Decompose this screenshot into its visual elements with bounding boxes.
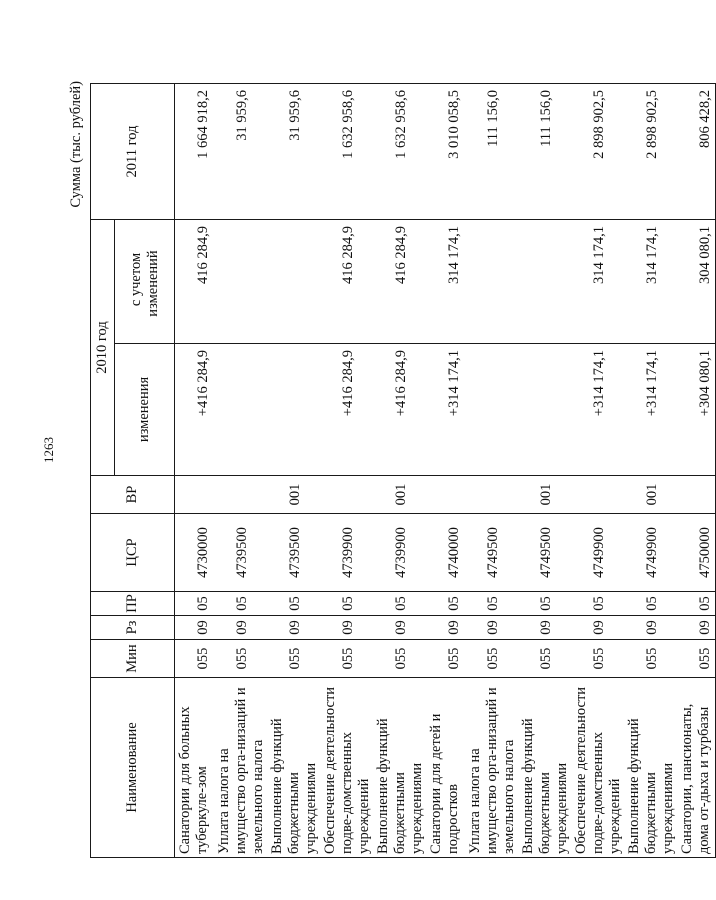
row-changes: +314 174,1 [426,344,465,476]
row-csr: 4739500 [267,514,320,592]
row-amount-2011: 1 632 958,6 [320,83,373,219]
row-csr: 4750000 [677,514,716,592]
row-rz: 09 [175,616,214,640]
row-pr: 05 [426,592,465,616]
row-amount-2011: 31 959,6 [214,83,267,219]
page-number: 1263 [41,437,56,463]
row-min: 055 [426,640,465,678]
row-rz: 09 [214,616,267,640]
row-amount-2011: 2 898 902,5 [624,83,677,219]
header-min: Мин [91,640,175,678]
row-csr: 4749900 [624,514,677,592]
row-min: 055 [175,640,214,678]
row-csr: 4740000 [426,514,465,592]
row-csr: 4739900 [320,514,373,592]
row-with-changes: 314 174,1 [426,219,465,343]
row-rz: 09 [373,616,426,640]
table-row [465,83,518,857]
row-rz: 09 [267,616,320,640]
row-min: 055 [465,640,518,678]
table-row [373,83,426,857]
row-with-changes [518,219,571,343]
row-vr [320,476,373,514]
row-vr [175,476,214,514]
row-csr: 4739500 [214,514,267,592]
row-csr: 4739900 [373,514,426,592]
row-pr: 05 [518,592,571,616]
row-changes [518,344,571,476]
table-row [677,83,716,857]
table-body [175,83,716,857]
row-amount-2011: 3 010 058,5 [426,83,465,219]
row-min: 055 [267,640,320,678]
row-amount-2011: 806 428,2 [677,83,716,219]
row-pr: 05 [320,592,373,616]
header-rz: Рз [91,616,175,640]
row-amount-2011: 1 664 918,2 [175,83,214,219]
row-changes: +416 284,9 [373,344,426,476]
row-amount-2011: 2 898 902,5 [571,83,624,219]
row-min: 055 [373,640,426,678]
row-name: Выполнение функций бюджетными учреждениями [518,678,571,858]
row-with-changes: 416 284,9 [320,219,373,343]
row-name: Санатории для детей и подростков [426,678,465,858]
table-row [571,83,624,857]
row-with-changes [465,219,518,343]
row-pr: 05 [373,592,426,616]
row-name: Санатории, пансионаты, дома от-дыха и турбазы [677,678,716,858]
header-pr: ПР [91,592,175,616]
row-name: Уплата налога на имущество орга-низаций и земельного налога [465,678,518,858]
row-vr: 001 [624,476,677,514]
row-name: Выполнение функций бюджетными учреждениями [267,678,320,858]
units-caption: Сумма (тыс. рублей) [68,81,84,208]
row-min: 055 [518,640,571,678]
header-changes: изменения [115,344,175,476]
header-vr: ВР [91,476,175,514]
row-min: 055 [571,640,624,678]
row-with-changes: 314 174,1 [571,219,624,343]
row-name: Выполнение функций бюджетными учреждениями [373,678,426,858]
row-changes: +416 284,9 [175,344,214,476]
table-row [624,83,677,857]
header-name: Наименование [91,678,175,858]
row-name: Санатории для больных туберкуле-зом [175,678,214,858]
row-csr: 4730000 [175,514,214,592]
table-row [320,83,373,857]
row-vr: 001 [267,476,320,514]
row-pr: 05 [267,592,320,616]
row-changes: +416 284,9 [320,344,373,476]
row-amount-2011: 111 156,0 [518,83,571,219]
row-csr: 4749500 [465,514,518,592]
row-min: 055 [624,640,677,678]
row-csr: 4749900 [571,514,624,592]
row-vr: 001 [518,476,571,514]
row-name: Уплата налога на имущество орга-низаций и земельного налога [214,678,267,858]
row-pr: 05 [677,592,716,616]
header-year-2011: 2011 год [91,83,175,219]
table-row [175,83,214,857]
row-rz: 09 [677,616,716,640]
header-with-changes: с учетом изменений [115,219,175,343]
row-rz: 09 [518,616,571,640]
row-changes: +304 080,1 [677,344,716,476]
rotated-page-content [60,58,713,858]
row-changes: +314 174,1 [571,344,624,476]
row-vr: 001 [373,476,426,514]
row-name: Обеспечение деятельности подве-домственных учреждений [320,678,373,858]
row-name: Выполнение функций бюджетными учреждениями [624,678,677,858]
row-vr [426,476,465,514]
row-with-changes: 416 284,9 [373,219,426,343]
row-with-changes [214,219,267,343]
table-row [214,83,267,857]
table-row [426,83,465,857]
row-rz: 09 [465,616,518,640]
row-pr: 05 [214,592,267,616]
row-csr: 4749500 [518,514,571,592]
row-amount-2011: 1 632 958,6 [373,83,426,219]
row-pr: 05 [175,592,214,616]
row-changes [214,344,267,476]
row-with-changes: 304 080,1 [677,219,716,343]
budget-table [90,83,716,858]
header-year-2010: 2010 год [91,219,115,475]
row-vr [465,476,518,514]
row-vr [214,476,267,514]
row-pr: 05 [571,592,624,616]
row-pr: 05 [624,592,677,616]
row-name: Обеспечение деятельности подве-домственных учреждений [571,678,624,858]
row-rz: 09 [624,616,677,640]
row-with-changes: 314 174,1 [624,219,677,343]
header-csr: ЦСР [91,514,175,592]
row-min: 055 [320,640,373,678]
row-min: 055 [214,640,267,678]
row-amount-2011: 31 959,6 [267,83,320,219]
row-rz: 09 [426,616,465,640]
row-rz: 09 [320,616,373,640]
row-pr: 05 [465,592,518,616]
row-changes: +314 174,1 [624,344,677,476]
table-row [518,83,571,857]
row-with-changes [267,219,320,343]
row-min: 055 [677,640,716,678]
row-changes [465,344,518,476]
row-amount-2011: 111 156,0 [465,83,518,219]
row-changes [267,344,320,476]
row-rz: 09 [571,616,624,640]
row-with-changes: 416 284,9 [175,219,214,343]
row-vr [571,476,624,514]
table-row [267,83,320,857]
row-vr [677,476,716,514]
